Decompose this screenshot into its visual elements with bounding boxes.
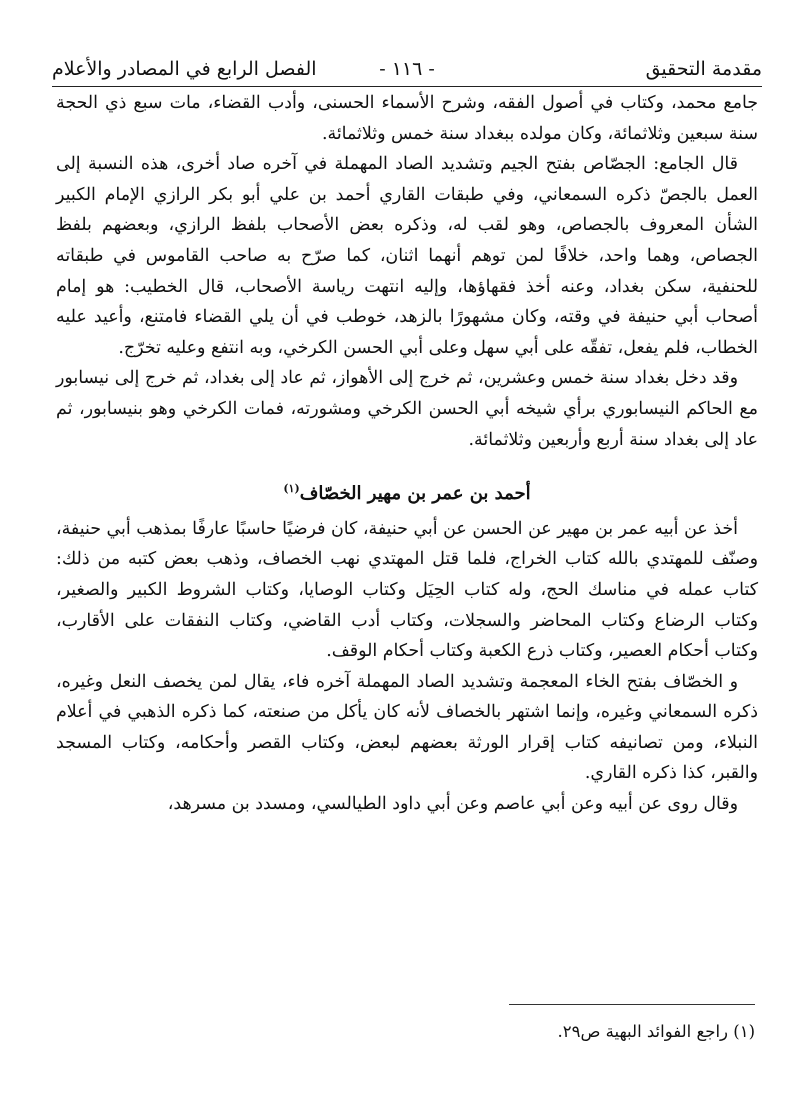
footnote: (١) راجع الفوائد البهية ص٢٩. — [557, 1022, 755, 1041]
paragraph-1: جامع محمد، وكتاب في أصول الفقه، وشرح الأسماء الحسنى، وأدب القضاء، مات سبع ذي الحجة سنة سبعين وثلاثمائة، وكان مولده ببغداد سنة خمس وثلاثمائة. — [56, 93, 758, 144]
paragraph-6: وقال روى عن أبيه وعن أبي عاصم وعن أبي داود الطيالسي، ومسدد بن مسرهد، — [167, 794, 738, 815]
page-number: - ١١٦ - — [379, 58, 435, 80]
paragraph-4: أخذ عن أبيه عمر بن مهير عن الحسن عن أبي حنيفة، كان فرضيًا حاسبًا عارفًا بمذهب أبي حنيفة، وصنّف للمهتدي بالله كتاب الخراج، فلما قتل المهتدي نهب الخصاف، وذهب بعض كتبه من ذلك: كتاب عمله في مناسك الحج، وله كتاب الحِيَل وكتاب الوصايا، وكتاب الشروط الكبير والصغير، وكتاب الرضاع وكتاب المحاضر والسجلات، وكتاب أدب القاضي، وكتاب النفقات على الأقارب، وكتاب أحكام العصير، وكتاب ذرع الكعبة وكتاب أحكام الوقف. — [56, 518, 758, 662]
header-left-title: الفصل الرابع في المصادر والأعلام — [52, 58, 317, 80]
paragraph-3: وقد دخل بغداد سنة خمس وعشرين، ثم خرج إلى الأهواز، ثم عاد إلى بغداد، ثم خرج إلى نيسابور مع الحاكم النيسابوري برأي شيخه أبي الحسن الكرخي ومشورته، فمات الكرخي وهو بنيسابور، ثم عاد إلى بغداد سنة أربع وأربعين وثلاثمائة. — [56, 368, 758, 450]
paragraph-2: قال الجامع: الجصّاص بفتح الجيم وتشديد الصاد المهملة في آخره صاد أخرى، هذه النسبة إلى العمل بالجصّ ذكره السمعاني، وفي طبقات القاري أحمد بن علي أبو بكر الرازي الإمام الكبير الشأن المعروف بالجصاص، وهو لقب له، وذكره بعض الأصحاب بلفظ الرازي، وبعضهم بلفظ الجصاص، وهما واحد، خلافًا لمن توهم أنهما اثنان، كما صرّح به صاحب القاموس في طبقاته للحنفية، سكن بغداد، وعنه أخذ فقهاؤها، وإليه انتهت رياسة الأصحاب، قال الخطيب: هو إمام أصحاب أبي حنيفة في وقته، وكان مشهورًا بالزهد، خوطب في أن يلي القضاء فامتنع، وأعيد عليه الخطاب، فلم يفعل، تفقّه على أبي سهل وعلى أبي الحسن الكرخي، وبه انتفع وعليه تخرّج. — [56, 154, 758, 358]
header-divider — [52, 86, 762, 87]
footnote-reference[interactable]: (١) — [283, 482, 300, 496]
paragraph-5: و الخصّاف بفتح الخاء المعجمة وتشديد الصاد المهملة آخره فاء، يقال لمن يخصف النعل وغيره، ذكره السمعاني وغيره، وإنما اشتهر بالخصاف لأنه كان يأكل من صنعته، كما ذكره الذهبي في أعلام النبلاء، ومن تصانيفه كتاب إقرار الورثة بعضهم لبعض، وكتاب القصر وأحكامه، وكتاب المسجد والقبر، كذا ذكره القاري. — [56, 671, 758, 784]
section-heading-text: أحمد بن عمر بن مهير الخصّاف — [299, 483, 531, 505]
main-text — [56, 88, 758, 820]
section-heading — [56, 479, 758, 510]
footnote-divider — [509, 1004, 755, 1005]
header-right-title: مقدمة التحقيق — [645, 58, 762, 80]
running-header — [52, 52, 762, 86]
